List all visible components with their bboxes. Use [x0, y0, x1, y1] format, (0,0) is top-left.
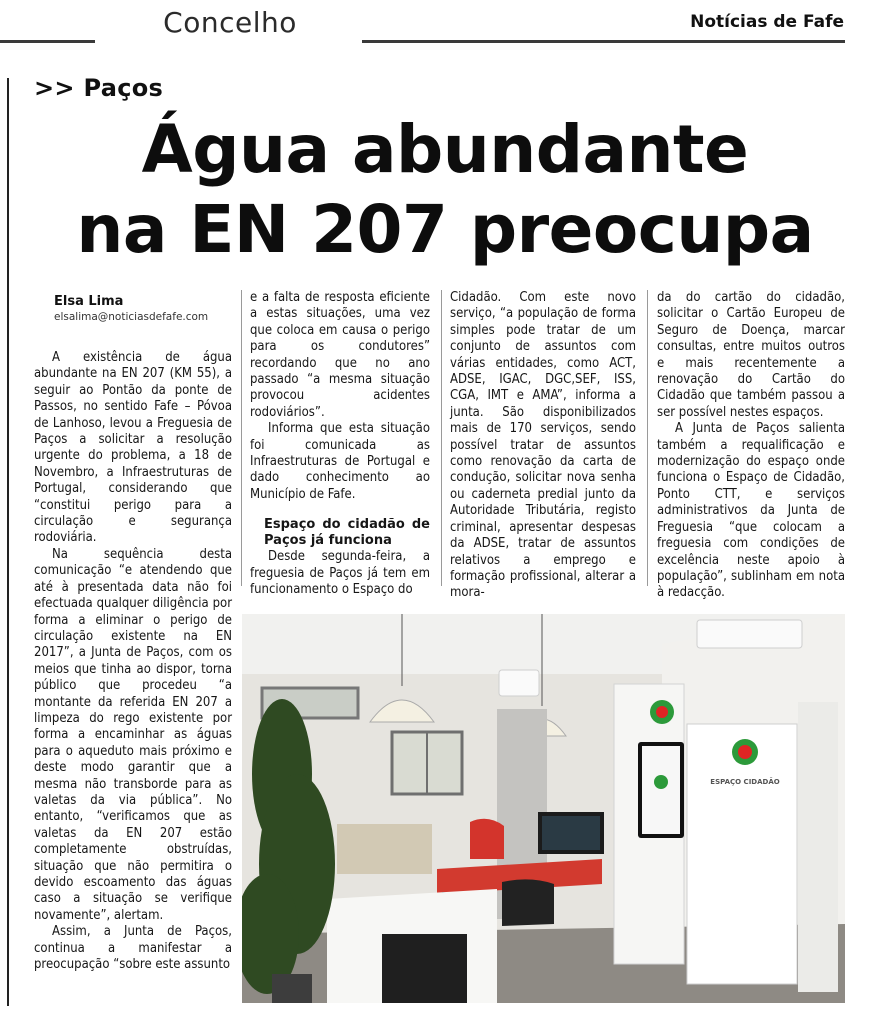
paragraph: e a falta de resposta eficiente a estas situações, uma vez que coloca em causa o perigo para os condutores” recordando que no ano passado “a mesma situação provocou acidentes rodoviários”.	[250, 290, 430, 420]
subheading: Espaço do cidadão de Paços já funciona	[264, 517, 430, 549]
author-name: Elsa Lima	[54, 294, 124, 309]
paragraph: Cidadão. Com este novo serviço, “a população de forma simples pode tratar de um conjunto de assuntos com várias entidades, como ACT, ADSE, IGAC, DGC,SEF, ISS, CGA, IMT e AMA”, informa a junta. São disponibilizados mais de 170 serviços, sendo possível tratar de assuntos como renovação da carta de condução, solicitar nova senha ou caderneta predial junto da Autoridade Tributária, registo criminal, apresentar despesas da ADSE, tratar de assuntos relativos a emprego e formação profissional, alterar a mora-	[450, 290, 636, 601]
byline	[54, 294, 208, 323]
header-rule-left	[0, 40, 95, 43]
section-header	[0, 0, 890, 50]
section-name: Concelho	[163, 6, 297, 39]
paragraph: da do cartão do cidadão, solicitar o Cartão Europeu de Seguro de Doença, marcar consultas, entre muitos outros e mais recentemente a renovação do Cartão do Cidadão que também passou a ser possível nestes espaços.	[657, 290, 845, 420]
article-left-border	[7, 78, 9, 1006]
paragraph: Desde segunda-feira, a freguesia de Paços já tem em funcionamento o Espaço do	[250, 549, 430, 598]
column-separator	[647, 290, 648, 586]
paragraph: Assim, a Junta de Paços, continua a manifestar a preocupação “sobre este assunto	[34, 924, 232, 973]
article-column-1	[34, 350, 232, 973]
kicker: >> Paços	[34, 74, 164, 102]
header-rule-right	[362, 40, 845, 43]
headline-line-2: na EN 207 preocupa	[76, 191, 814, 268]
office-interior-illustration	[242, 614, 845, 1003]
headline	[30, 110, 860, 270]
paragraph: Na sequência desta comunicação “e atendendo que até à presentada data não foi efectuada qualquer diligência por forma a eliminar o perigo de circulação existente na EN 2017”, a Junta de Paços, com os meios que tinha ao dispor, torna público que procedeu “a montante da referida EN 207 a limpeza do rego existente por forma a encaminhar as águas para o aqueduto mais próximo e deste modo garantir que a mesma não transborde para as valetas da via pública”. No entanto, “verificamos que as valetas da EN 207 estão completamente obstruídas, situação que não permitira o devido escoamento das águas caso a situação se verifique novamente”, alertam.	[34, 546, 232, 923]
column-separator	[441, 290, 442, 586]
article-photo	[242, 614, 845, 1003]
article-column-3	[450, 290, 636, 602]
publication-name: Notícias de Fafe	[690, 12, 844, 32]
article-column-4	[657, 290, 845, 602]
paragraph: Informa que esta situação foi comunicada as Infraestruturas de Portugal e dado conhecimento ao Município de Fafe.	[250, 421, 430, 502]
article-column-2	[250, 290, 430, 599]
paragraph: A existência de água abundante na EN 207 (KM 55), a seguir ao Pontão da ponte de Passos, no sentido Fafe – Póvoa de Lanhoso, levou a Freguesia de Paços a solicitar a resolução urgente do problema, a 18 de Novembro, a Infraestruturas de Portugal, considerando que “constitui perigo para a circulação e segurança rodoviária.	[34, 350, 232, 546]
paragraph: A Junta de Paços salienta também a requalificação e modernização do espaço onde funciona o Espaço de Cidadão, Ponto CTT, e serviços administrativos da Junta de Freguesia “que colocam a freguesia com condições de excelência neste apoio à população”, sublinham em nota à redacção.	[657, 421, 845, 601]
sign-text: ESPAÇO CIDADÃO	[710, 778, 780, 786]
headline-line-1: Água abundante	[141, 111, 749, 188]
author-email[interactable]: elsalima@noticiasdefafe.com	[54, 311, 209, 323]
column-separator	[241, 290, 242, 586]
